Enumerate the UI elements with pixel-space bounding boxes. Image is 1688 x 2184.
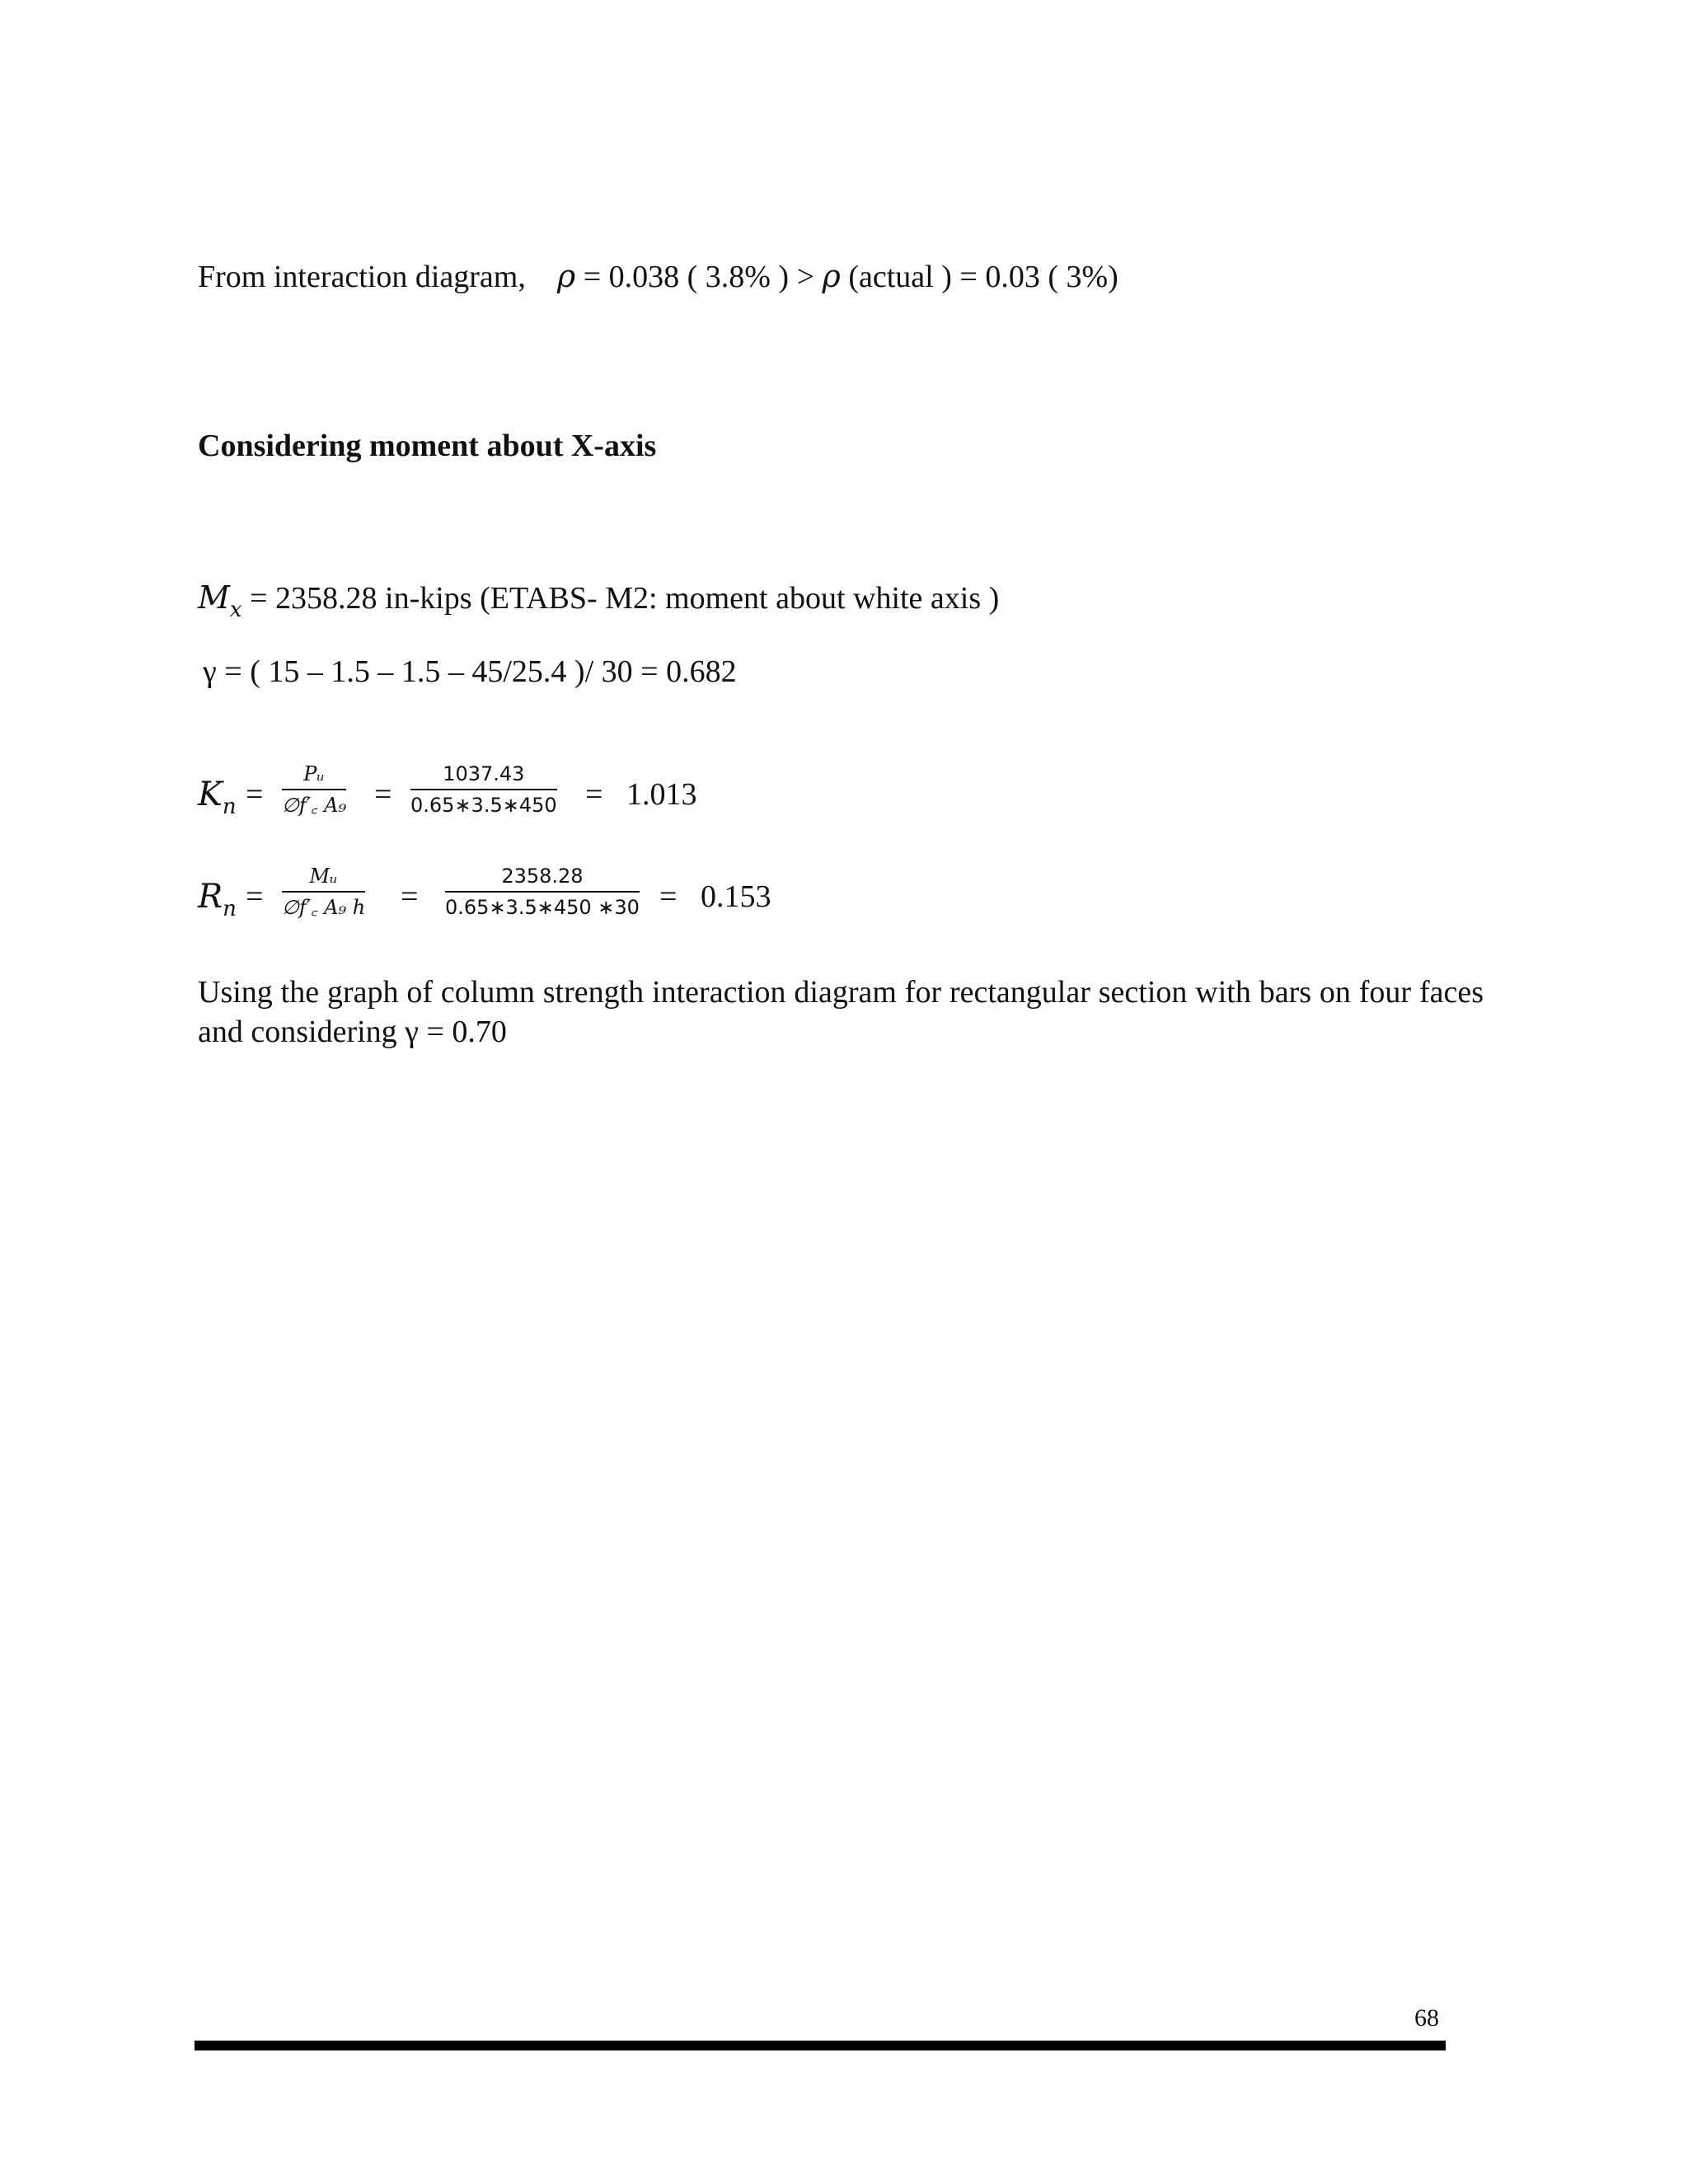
rn-equals-1: = [246, 879, 264, 914]
mx-line [198, 579, 999, 621]
kn-result: 1.013 [626, 777, 697, 812]
rn-fraction-numeric [445, 864, 640, 920]
rn-frac2-numerator: 2358.28 [501, 865, 584, 888]
kn-frac2-numerator: 1037.43 [443, 762, 525, 785]
kn-equals-1: = [246, 777, 264, 812]
interaction-result-line [198, 257, 1118, 296]
page-number: 68 [1414, 2004, 1439, 2032]
rn-subscript: n [223, 897, 237, 921]
section-heading: Considering moment about X-axis [198, 429, 657, 463]
kn-equals-2: = [374, 777, 392, 812]
rn-equation [198, 860, 1022, 951]
rho-symbol-2: ρ [822, 258, 841, 294]
rn-equals-3: = [659, 879, 678, 914]
kn-lhs [198, 775, 237, 819]
line-prefix: From interaction diagram, [198, 260, 526, 294]
mx-subscript: x [229, 598, 242, 622]
rho-actual: (actual ) = 0.03 ( 3%) [848, 260, 1118, 294]
rn-frac1-denominator: ∅f′꜀ A₉ h [282, 896, 366, 919]
rho-value: = 0.038 ( 3.8% ) > [583, 260, 815, 294]
rn-frac2-denominator: 0.65∗3.5∗450 ∗30 [445, 896, 640, 919]
kn-fraction-symbolic [282, 762, 346, 818]
rn-lhs [198, 877, 237, 921]
footer-rule [195, 2041, 1446, 2050]
fraction-bar [445, 891, 640, 893]
kn-fraction-numeric [410, 762, 557, 818]
gamma-line: γ = ( 15 – 1.5 – 1.5 – 45/25.4 )/ 30 = 0.682 [203, 654, 737, 689]
rn-equals-2: = [401, 879, 419, 914]
rn-fraction-symbolic [282, 864, 365, 920]
kn-frac2-denominator: 0.65∗3.5∗450 [410, 794, 557, 817]
rn-symbol: R [198, 878, 223, 916]
kn-symbol: K [198, 776, 223, 813]
rn-frac1-numerator: Mᵤ [309, 865, 338, 888]
kn-subscript: n [222, 794, 237, 819]
kn-equals-3: = [585, 777, 603, 812]
kn-frac1-denominator: ∅f′꜀ A₉ [282, 794, 347, 817]
rn-result: 0.153 [701, 879, 771, 914]
kn-frac1-numerator: Pᵤ [303, 762, 325, 785]
mx-text: = 2358.28 in-kips (ETABS- M2: moment about white axis ) [250, 581, 1000, 616]
fraction-bar [282, 789, 346, 790]
fraction-bar [282, 891, 365, 893]
fraction-bar [410, 789, 557, 790]
rho-symbol: ρ [556, 258, 576, 294]
body-paragraph: Using the graph of column strength interaction diagram for rectangular section with bars on four faces and considering γ = 0.70 [198, 975, 1484, 1049]
mx-symbol: M [198, 579, 230, 616]
kn-equation [198, 758, 1022, 849]
